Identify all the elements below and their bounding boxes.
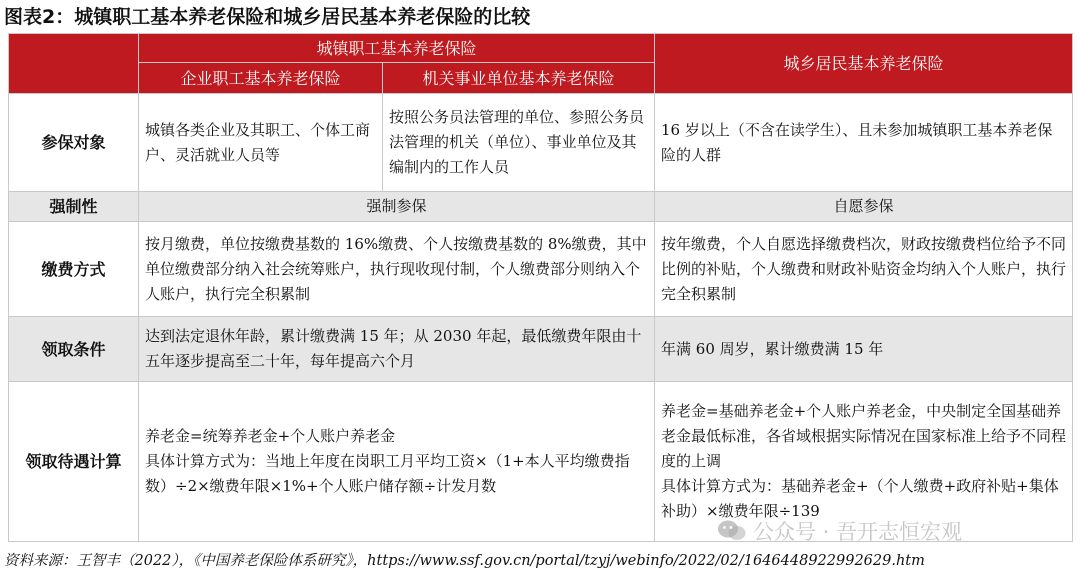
cell-calculation-resident xyxy=(655,382,1073,542)
cell-calculation-employee xyxy=(139,382,655,542)
row-label-eligibility: 领取条件 xyxy=(9,317,139,382)
cell-coverage-institution: 按照公务员法管理的单位、参照公务员法管理的机关（单位）、事业单位及其编制内的工作人员 xyxy=(383,94,655,192)
cell-payment-resident: 按年缴费，个人自愿选择缴费档次，财政按缴费档位给予不同比例的补贴，个人缴费和财政补贴资金均纳入个人账户，执行完全积累制 xyxy=(655,222,1073,317)
row-label-mandatory: 强制性 xyxy=(9,192,139,222)
row-label-payment: 缴费方式 xyxy=(9,222,139,317)
row-mandatory xyxy=(9,192,1073,222)
header-urban-rural-resident: 城乡居民基本养老保险 xyxy=(655,34,1073,94)
cell-coverage-enterprise: 城镇各类企业及其职工、个体工商户、灵活就业人员等 xyxy=(139,94,383,192)
row-eligibility xyxy=(9,317,1073,382)
source-note: 资料来源：王智丰（2022），《中国养老保险体系研究》，https://www.ssf.gov.cn/portal/tzyj/webinfo/2022/02/1646448922992629.htm xyxy=(4,553,925,569)
row-label-calculation: 领取待遇计算 xyxy=(9,382,139,542)
calc-employee-detail: 具体计算方式为：当地上年度在岗职工月平均工资×（1+本人平均缴费指数）÷2×缴费年限×1%+个人账户储存额÷计发月数 xyxy=(145,452,630,495)
header-row-top xyxy=(9,34,1073,63)
row-payment xyxy=(9,222,1073,317)
watermark-text: 公众号 · 吾开志恒宏观 xyxy=(753,520,963,544)
row-label-coverage: 参保对象 xyxy=(9,94,139,192)
cell-mandatory-resident: 自愿参保 xyxy=(655,192,1073,222)
header-enterprise: 企业职工基本养老保险 xyxy=(139,63,383,94)
figure-title: 图表2：城镇职工基本养老保险和城乡居民基本养老保险的比较 xyxy=(4,6,531,28)
cell-coverage-resident: 16 岁以上（不含在读学生）、且未参加城镇职工基本养老保险的人群 xyxy=(655,94,1073,192)
calc-resident-formula: 养老金=基础养老金+个人账户养老金，中央制定全国基础养老金最低标准，各省域根据实际情况在国家标准上给予不同程度的上调 xyxy=(661,402,1067,470)
calc-employee-formula: 养老金=统筹养老金+个人账户养老金 xyxy=(145,427,396,445)
cell-mandatory-employee: 强制参保 xyxy=(139,192,655,222)
header-institution: 机关事业单位基本养老保险 xyxy=(383,63,655,94)
cell-eligibility-employee: 达到法定退休年龄，累计缴费满 15 年；从 2030 年起，最低缴费年限由十五年逐步提高至二十年，每年提高六个月 xyxy=(139,317,655,382)
header-urban-employee: 城镇职工基本养老保险 xyxy=(139,34,655,63)
calc-resident-detail: 具体计算方式为：基础养老金+（个人缴费+政府补贴+集体补助）×缴费年限÷139 xyxy=(661,477,1059,520)
cell-eligibility-resident: 年满 60 周岁，累计缴费满 15 年 xyxy=(655,317,1073,382)
row-calculation xyxy=(9,382,1073,542)
header-corner xyxy=(9,34,139,94)
comparison-table xyxy=(8,33,1073,542)
row-coverage xyxy=(9,94,1073,192)
cell-payment-employee: 按月缴费，单位按缴费基数的 16%缴费、个人按缴费基数的 8%缴费，其中单位缴费部分纳入社会统筹账户，执行现收现付制，个人缴费部分则纳入个人账户，执行完全积累制 xyxy=(139,222,655,317)
